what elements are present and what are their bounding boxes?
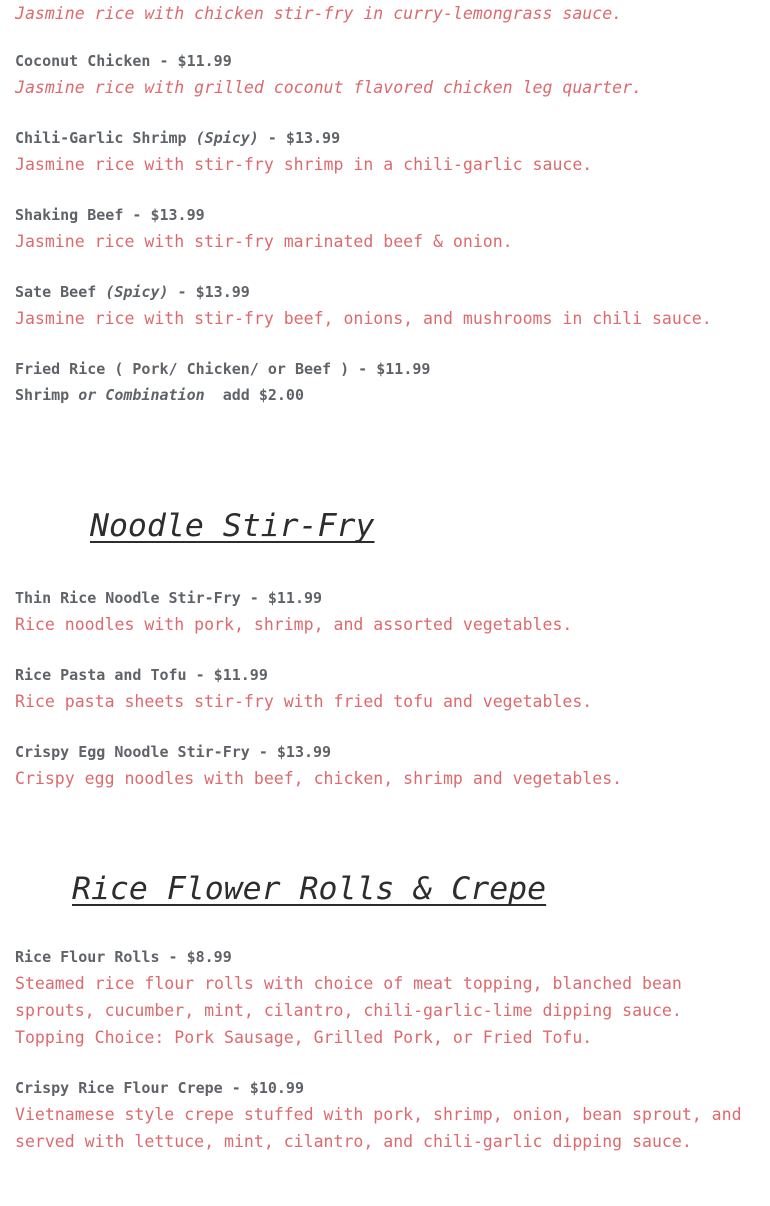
menu-item-description: Steamed rice flour rolls with choice of meat topping, blanched bean sprouts, cucumber, mint, cilantro, chili-garlic-lime dipping sauce. Topping Choice: Pork Sausage, Grilled Pork, or Fried Tofu. bbox=[15, 974, 692, 1047]
menu-item-description: Crispy egg noodles with beef, chicken, shrimp and vegetables. bbox=[15, 769, 623, 788]
menu-item bbox=[15, 1075, 755, 1155]
menu-item-description: Jasmine rice with chicken stir-fry in curry-lemongrass sauce. bbox=[15, 4, 623, 23]
menu-item bbox=[15, 202, 755, 255]
menu-item bbox=[15, 662, 755, 715]
menu-section-continued bbox=[15, 48, 755, 408]
menu-item-addon-option: or Combination bbox=[78, 386, 205, 404]
menu-item-name: Shaking Beef - $13.99 bbox=[15, 206, 205, 224]
menu-item-name-segment: Chili-Garlic Shrimp bbox=[15, 129, 196, 147]
menu-section-rice-flower-rolls-crepe bbox=[15, 944, 755, 1155]
menu-item-description: Jasmine rice with stir-fry shrimp in a chili-garlic sauce. bbox=[15, 155, 593, 174]
menu-item-description: Jasmine rice with stir-fry beef, onions, and mushrooms in chili sauce. bbox=[15, 309, 712, 328]
menu-item bbox=[15, 279, 755, 332]
menu-item-name: Rice Flour Rolls - $8.99 bbox=[15, 948, 232, 966]
menu-item-price-segment: - $13.99 bbox=[258, 129, 341, 147]
menu-item-name-spicy-tag: (Spicy) bbox=[105, 283, 169, 301]
menu-item bbox=[15, 356, 755, 408]
menu-item-addon-segment: Shrimp bbox=[15, 386, 79, 404]
menu-item-name bbox=[15, 279, 755, 305]
menu-item-name-spicy-tag: (Spicy) bbox=[195, 129, 259, 147]
menu-item bbox=[15, 585, 755, 638]
section-heading-rice-flower-rolls-crepe: Rice Flower Rolls & Crepe bbox=[72, 871, 547, 907]
menu-item-name: Crispy Rice Flour Crepe - $10.99 bbox=[15, 1079, 304, 1097]
menu-item-name: Coconut Chicken - $11.99 bbox=[15, 52, 232, 70]
menu-item-name: Crispy Egg Noodle Stir-Fry - $13.99 bbox=[15, 743, 332, 761]
menu-item-addon-price: add $2.00 bbox=[204, 386, 304, 404]
menu-item-name-segment: Sate Beef bbox=[15, 283, 106, 301]
section-heading-noodle-stir-fry: Noodle Stir-Fry bbox=[90, 508, 375, 544]
menu-item bbox=[15, 944, 755, 1051]
menu-item-price-segment: - $13.99 bbox=[168, 283, 250, 301]
menu-item-name: Rice Pasta and Tofu - $11.99 bbox=[15, 666, 268, 684]
menu-item-description: Jasmine rice with stir-fry marinated beef & onion. bbox=[15, 232, 513, 251]
menu-section-noodle-stir-fry bbox=[15, 585, 755, 792]
menu-item bbox=[15, 48, 755, 101]
menu-item-description: Jasmine rice with grilled coconut flavored chicken leg quarter. bbox=[15, 78, 643, 97]
menu-item-addon-line bbox=[15, 382, 755, 408]
menu-item-name: Thin Rice Noodle Stir-Fry - $11.99 bbox=[15, 589, 323, 607]
menu-item-description: Vietnamese style crepe stuffed with pork, shrimp, onion, bean sprout, and served with lettuce, mint, cilantro, and chili-garlic dipping sauce. bbox=[15, 1105, 752, 1151]
menu-item-name: Fried Rice ( Pork/ Chicken/ or Beef ) - $11.99 bbox=[15, 360, 431, 378]
menu-item-name bbox=[15, 125, 755, 151]
menu-item bbox=[15, 125, 755, 178]
menu-item bbox=[15, 739, 755, 792]
menu-item-description: Rice noodles with pork, shrimp, and assorted vegetables. bbox=[15, 615, 573, 634]
menu-item-description: Rice pasta sheets stir-fry with fried tofu and vegetables. bbox=[15, 692, 593, 711]
